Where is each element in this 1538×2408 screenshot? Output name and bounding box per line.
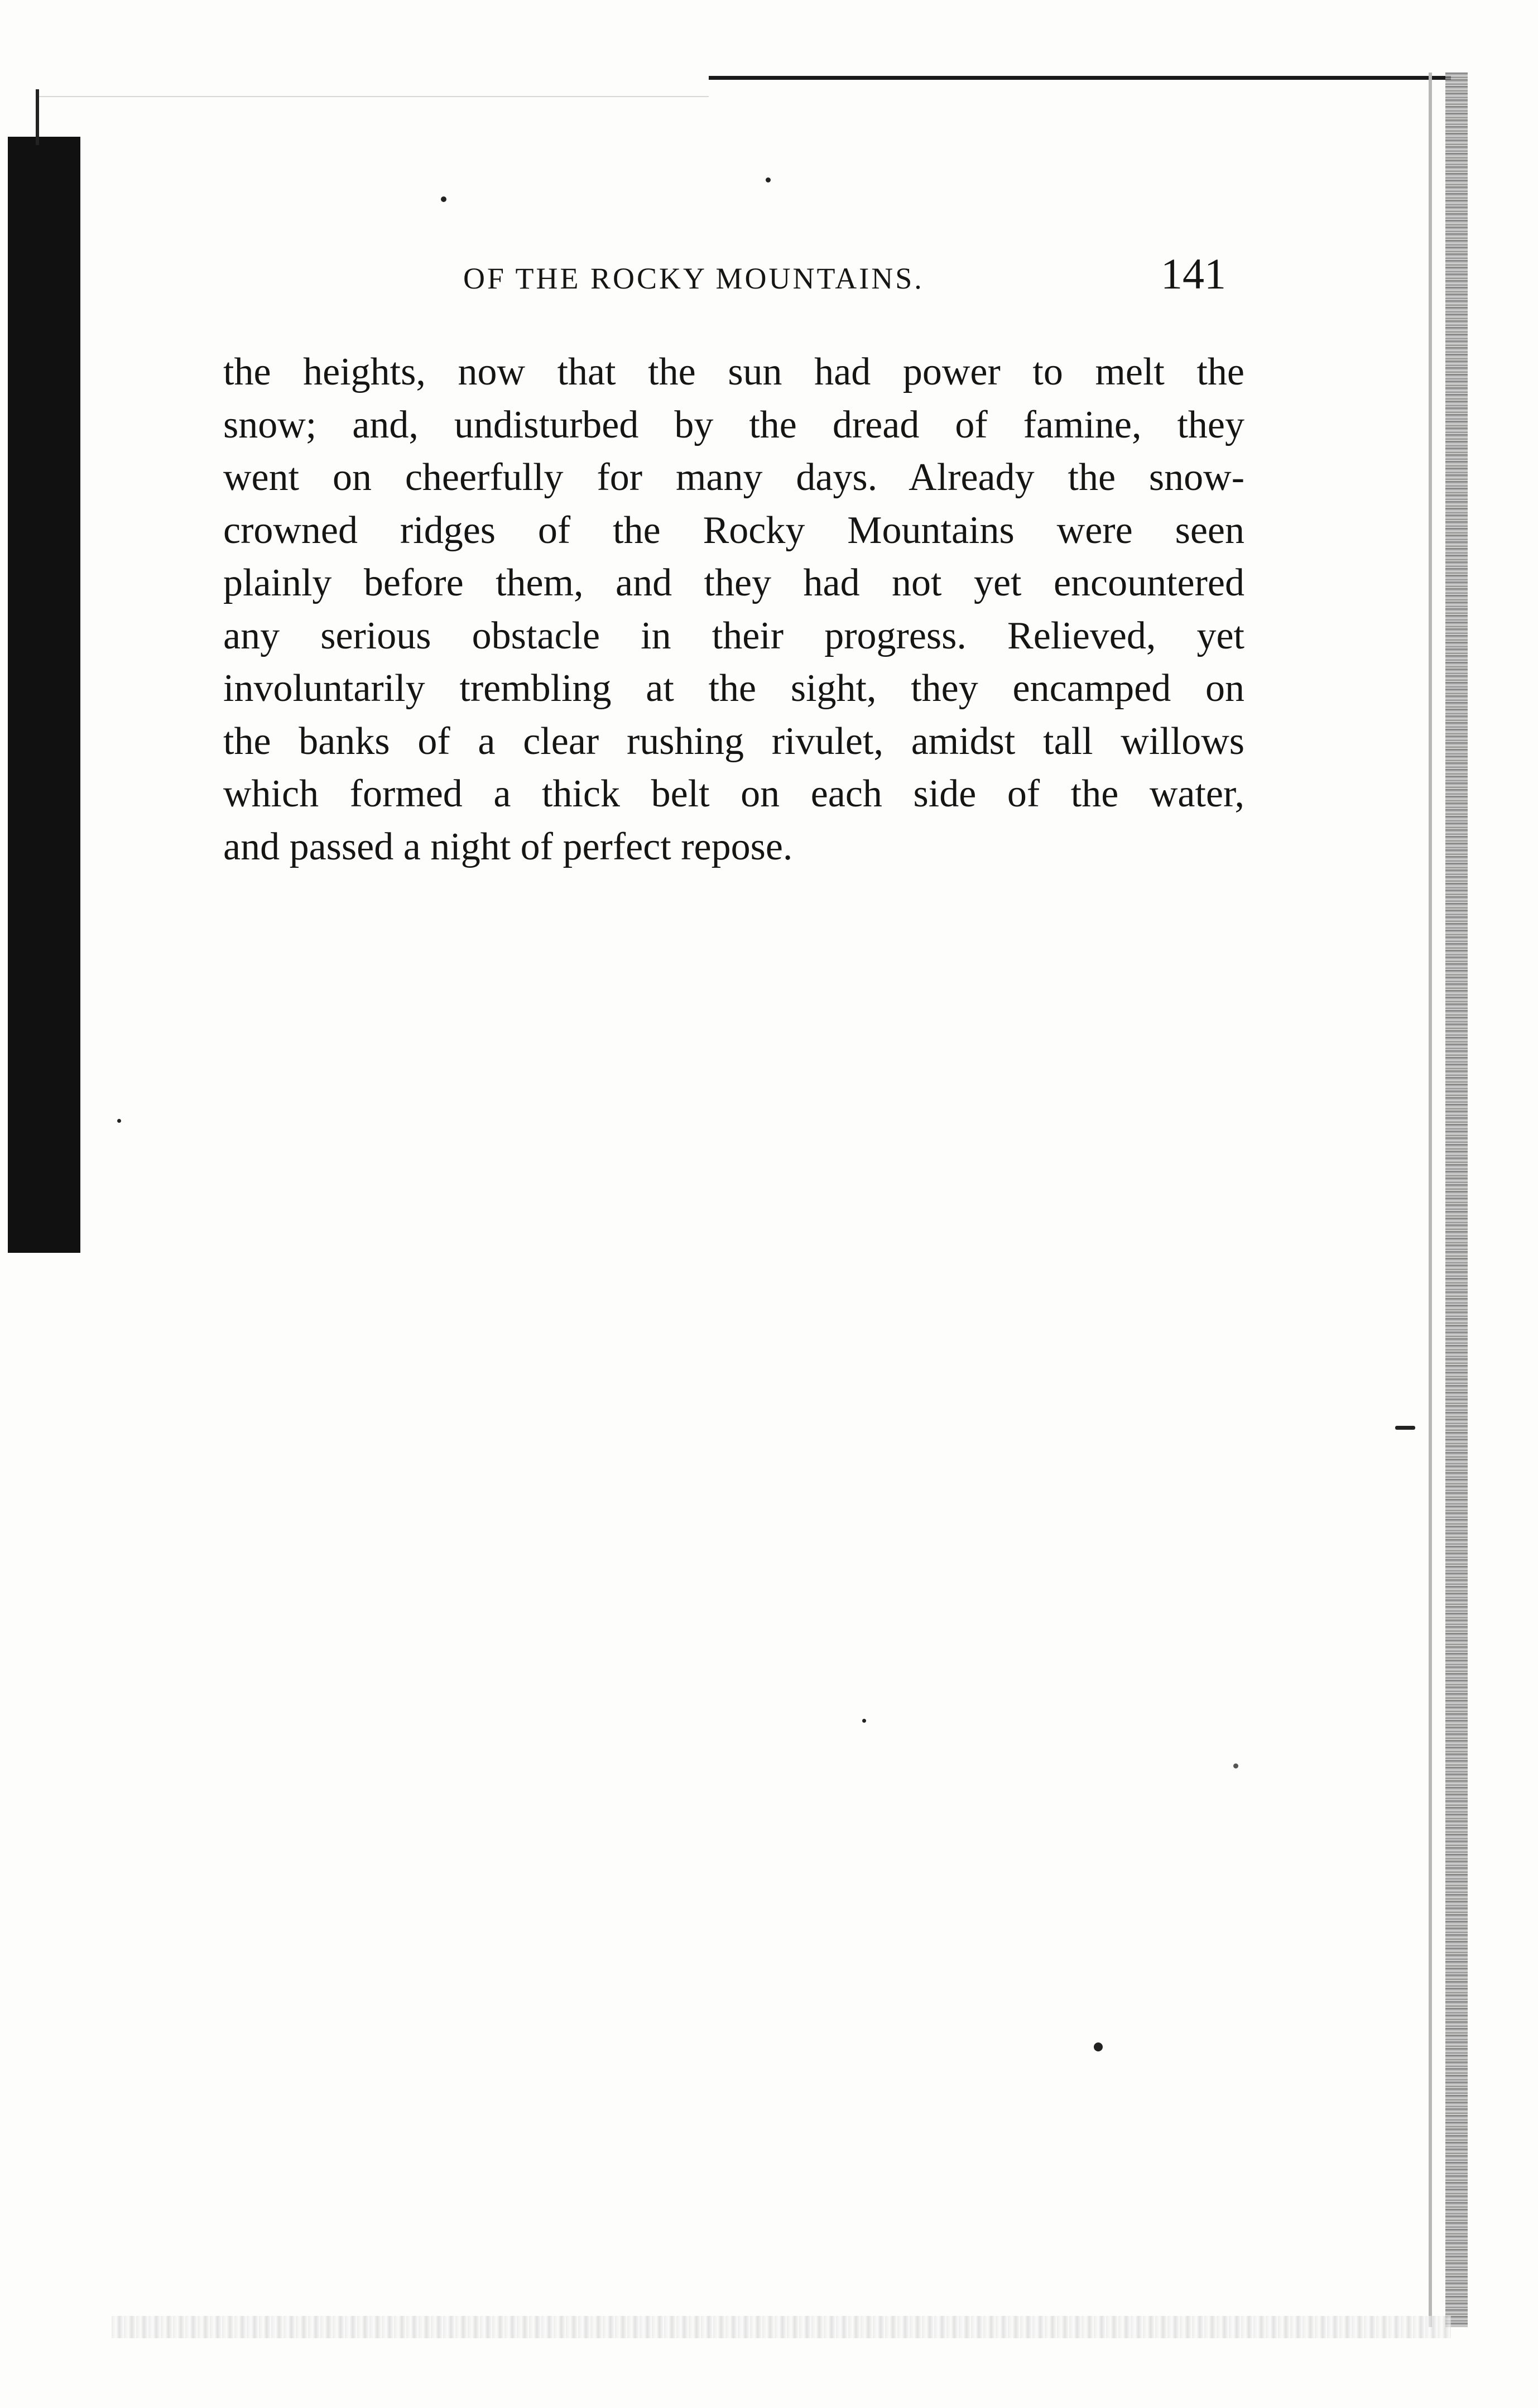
text-line: any serious obstacle in their progress. Relieved, yet: [223, 614, 1244, 657]
scan-speck: [1094, 2042, 1103, 2051]
body-paragraph: [223, 346, 1244, 873]
page-top-edge: [709, 76, 1451, 80]
scan-speck: [862, 1719, 866, 1723]
running-head: OF THE ROCKY MOUNTAINS.: [463, 262, 924, 295]
scan-speck: [441, 196, 446, 202]
page-number: 141: [1161, 249, 1226, 298]
scan-speck: [1395, 1426, 1415, 1430]
page-right-edge: [1445, 73, 1468, 2327]
page-right-edge-line: [1429, 73, 1432, 2327]
text-line: and passed a night of perfect repose.: [223, 825, 793, 868]
scan-speck: [1233, 1763, 1238, 1768]
binding-shadow: [8, 137, 80, 1253]
scan-speck: [117, 1119, 121, 1123]
text-line: which formed a thick belt on each side of the water,: [223, 772, 1244, 815]
text-line: the heights, now that the sun had power to melt the: [223, 350, 1244, 393]
page-bottom-edge: [112, 2316, 1451, 2338]
text-line: involuntarily trembling at the sight, they encamped on: [223, 667, 1244, 710]
text-line: the banks of a clear rushing rivulet, amidst tall willows: [223, 719, 1244, 763]
text-line: crowned ridges of the Rocky Mountains were seen: [223, 508, 1244, 552]
text-line: went on cheerfully for many days. Already the snow-: [223, 456, 1244, 499]
text-line: snow; and, undisturbed by the dread of famine, they: [223, 403, 1244, 446]
scan-speck: [766, 177, 771, 182]
page-top-edge-faint: [39, 96, 709, 97]
text-line: plainly before them, and they had not yet encountered: [223, 561, 1244, 604]
binding-shadow-mark: [36, 89, 39, 145]
